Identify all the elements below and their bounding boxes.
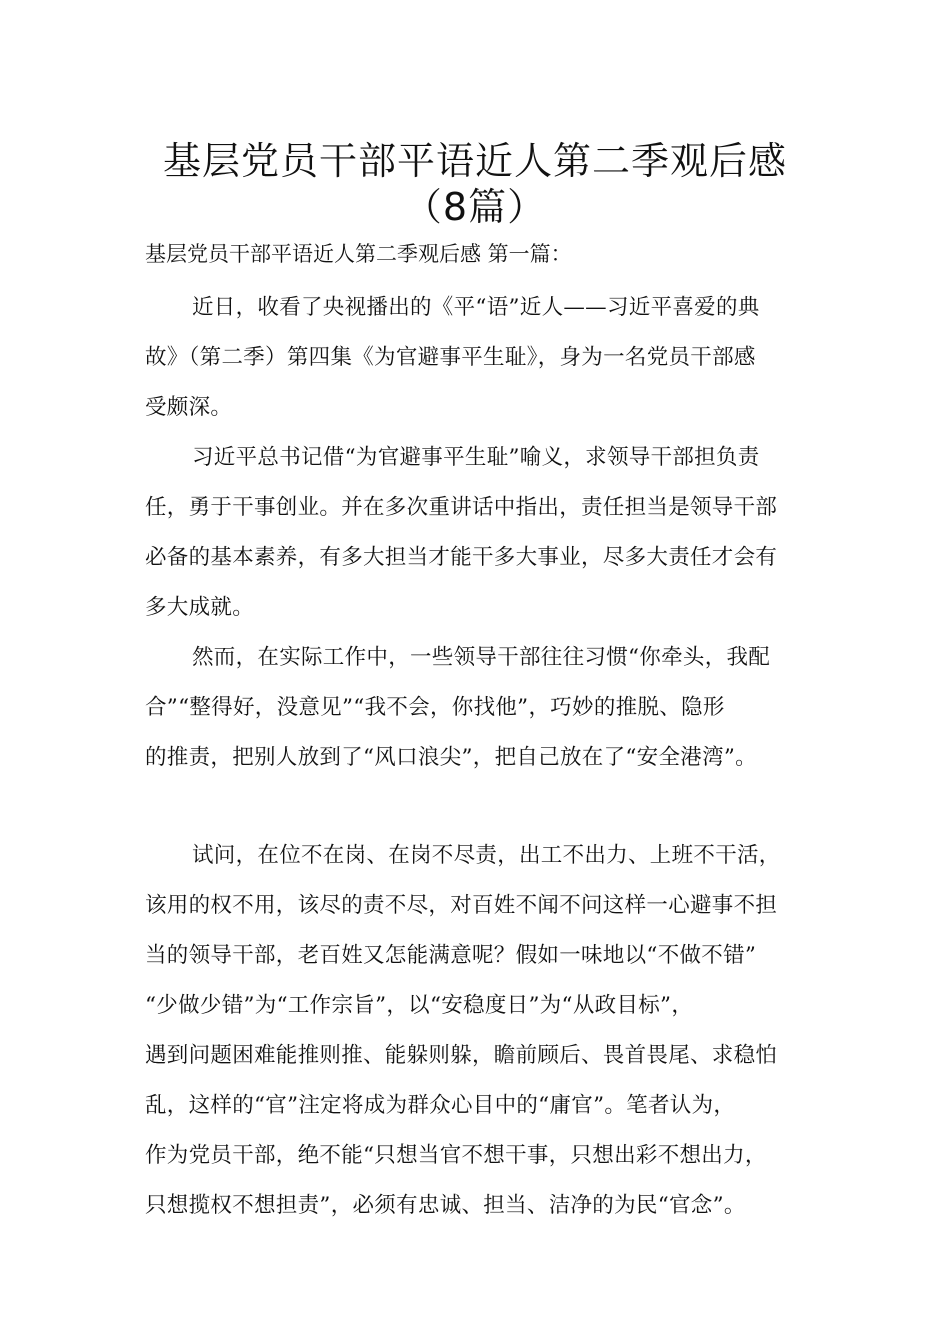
body-line: 遇到问题困难能推则推、能躲则躲，瞻前顾后、畏首畏尾、求稳怕 xyxy=(145,1043,778,1068)
body-line: 的推责，把别人放到了“风口浪尖”，把自己放在了“安全港湾”。 xyxy=(145,745,757,770)
body-line: 受颇深。 xyxy=(145,395,233,420)
body-line: 作为党员干部，绝不能“只想当官不想干事，只想出彩不想出力， xyxy=(145,1143,767,1168)
body-line: 乱，这样的“官”注定将成为群众心目中的“庸官”。笔者认为， xyxy=(145,1093,736,1118)
body-line: 合”“整得好，没意见”“我不会，你找他”，巧妙的推脱、隐形 xyxy=(145,695,725,720)
body-line: 习近平总书记借“为官避事平生耻”喻义，求领导干部担负责 xyxy=(192,445,760,470)
body-line: “少做少错”为“工作宗旨”，以“安稳度日”为“从政目标”， xyxy=(145,993,694,1018)
document-title-line-2: （8篇） xyxy=(403,185,547,229)
body-line: 试问，在位不在岗、在岗不尽责，出工不出力、上班不干活， xyxy=(192,843,781,868)
body-line: 多大成就。 xyxy=(145,595,255,620)
body-line: 然而，在实际工作中，一些领导干部往往习惯“你牵头，我配 xyxy=(192,645,771,670)
body-line: 当的领导干部，老百姓又怎能满意呢？假如一味地以“不做不错” xyxy=(145,943,757,968)
body-line: 近日，收看了央视播出的《平“语”近人——习近平喜爱的典 xyxy=(192,295,760,320)
body-line: 任，勇于干事创业。并在多次重讲话中指出，责任担当是领导干部 xyxy=(145,495,778,520)
body-line: 该用的权不用，该尽的责不尽，对百姓不闻不问这样一心避事不担 xyxy=(145,893,778,918)
section-heading: 基层党员干部平语近人第二季观后感 第一篇： xyxy=(145,242,572,266)
body-line: 只想揽权不想担责”，必须有忠诚、担当、洁净的为民“官念”。 xyxy=(145,1193,746,1218)
body-line: 必备的基本素养，有多大担当才能干多大事业，尽多大责任才会有 xyxy=(145,545,778,570)
document-title-line-1: 基层党员干部平语近人第二季观后感 xyxy=(162,139,787,183)
body-line: 故》（第二季）第四集《为官避事平生耻》，身为一名党员干部感 xyxy=(145,345,756,370)
